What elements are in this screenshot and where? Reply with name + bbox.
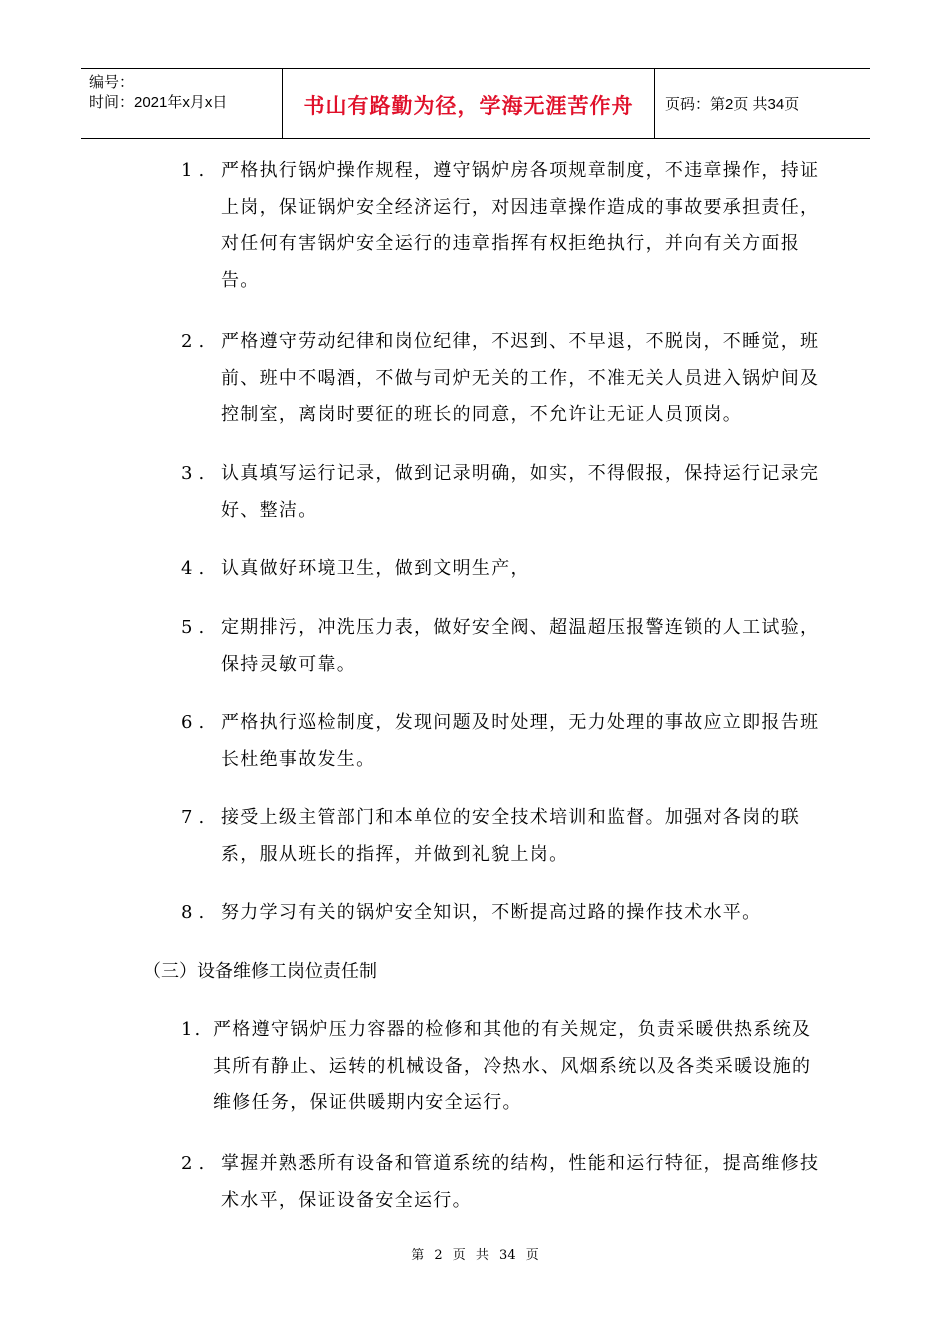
list-item-number: 2.	[181, 1153, 211, 1174]
list-item-text: 掌握并熟悉所有设备和管道系统的结构，性能和运行特征，提高维修技术水平，保证设备安全运行。	[221, 1153, 820, 1211]
list-item	[181, 324, 821, 434]
list-item-text: 认真填写运行记录，做到记录明确，如实，不得假报，保持运行记录完好、整洁。	[221, 463, 820, 521]
list-item-text: 严格遵守劳动纪律和岗位纪律，不迟到、不早退，不脱岗，不睡觉，班前、班中不喝酒，不做与司炉无关的工作，不准无关人员进入锅炉间及控制室，离岗时要征的班长的同意，不允许让无证人员顶岗。	[221, 331, 820, 425]
list-item-number: 3.	[181, 463, 211, 484]
list-item-number: 1.	[181, 1019, 203, 1040]
list-item	[181, 1146, 821, 1219]
header-page-info-cell	[655, 69, 870, 138]
header-motto-cell	[283, 69, 655, 138]
list-item-number: 5.	[181, 617, 211, 638]
header-page-info: 页码：第2页 共34页	[665, 96, 800, 113]
header-meta	[81, 69, 283, 138]
list-item-number: 2.	[181, 331, 211, 352]
document-time-label: 时间：2021年x月x日	[89, 94, 228, 111]
header-motto: 书山有路勤为径，学海无涯苦作舟	[303, 93, 634, 118]
document-number-label: 编号：	[89, 74, 135, 91]
list-item-number: 1.	[181, 160, 211, 181]
list-item-text: 定期排污，冲洗压力表，做好安全阀、超温超压报警连锁的人工试验，保持灵敏可靠。	[221, 617, 820, 675]
list-item	[181, 1012, 821, 1122]
section-title: （三）设备维修工岗位责任制	[143, 961, 377, 982]
list-item	[181, 705, 821, 778]
list-item-text: 严格遵守锅炉压力容器的检修和其他的有关规定，负责采暖供热系统及其所有静止、运转的机械设备，冷热水、风烟系统以及各类采暖设施的维修任务，保证供暖期内安全运行。	[213, 1019, 812, 1113]
list-item	[181, 153, 821, 299]
page-header	[81, 68, 870, 139]
page-footer: 第 2 页 共 34 页	[411, 1248, 539, 1263]
list-item-number: 8.	[181, 902, 211, 923]
list-item	[181, 800, 821, 873]
list-item-text: 严格执行巡检制度，发现问题及时处理，无力处理的事故应立即报告班长杜绝事故发生。	[221, 712, 820, 770]
list-item-number: 6.	[181, 712, 211, 733]
list-item-text: 认真做好环境卫生，做到文明生产，	[221, 558, 530, 579]
list-item	[181, 456, 821, 529]
list-item-number: 7.	[181, 807, 211, 828]
list-item	[181, 551, 821, 588]
list-item-text: 接受上级主管部门和本单位的安全技术培训和监督。加强对各岗的联系，服从班长的指挥，并做到礼貌上岗。	[221, 807, 800, 865]
list-item-text: 努力学习有关的锅炉安全知识，不断提高过路的操作技术水平。	[221, 902, 762, 923]
list-item-number: 4.	[181, 558, 211, 579]
list-item-text: 严格执行锅炉操作规程，遵守锅炉房各项规章制度，不违章操作，持证上岗，保证锅炉安全经济运行，对因违章操作造成的事故要承担责任，对任何有害锅炉安全运行的违章指挥有权拒绝执行，并向有关方面报告。	[221, 160, 820, 291]
list-item	[181, 895, 821, 932]
list-item	[181, 610, 821, 683]
